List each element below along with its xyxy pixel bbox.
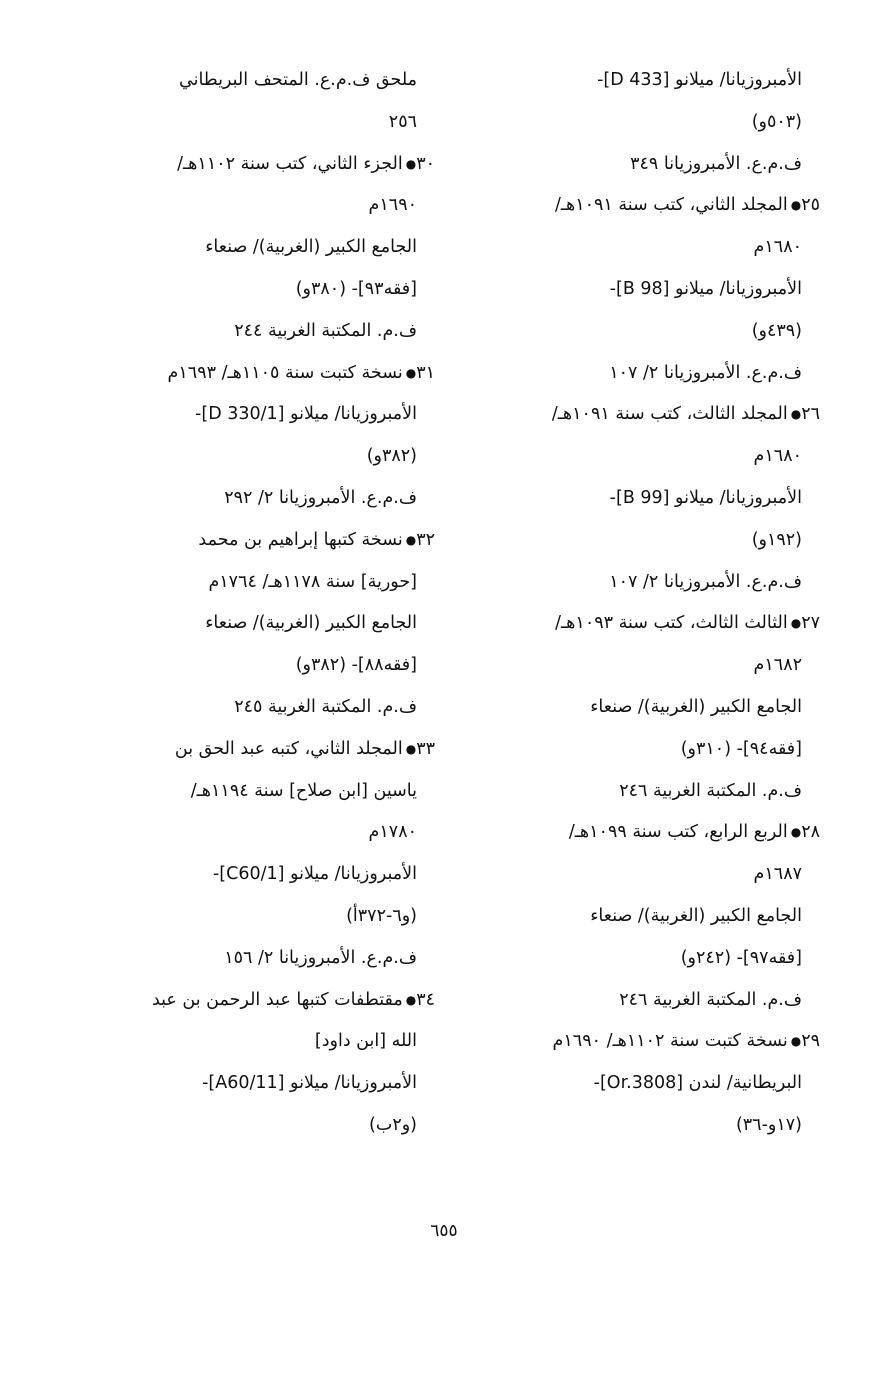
bullet-icon: ● xyxy=(405,532,417,547)
text-line xyxy=(470,436,820,478)
entry-number: ٢٦ xyxy=(801,404,820,425)
text-line xyxy=(470,729,820,771)
text-line xyxy=(470,687,820,729)
text-line xyxy=(85,60,435,102)
line-text: ياسين [ابن صلاح] سنة ١١٩٤هـ/ xyxy=(190,780,417,801)
line-text: ف.م.ع. الأمبروزيانا ٢/ ١٥٦ xyxy=(224,947,417,968)
line-text: ملحق ف.م.ع. المتحف البريطاني xyxy=(178,70,417,90)
line-text: الجامع الكبير (الغربية)/ صنعاء xyxy=(590,905,802,926)
bullet-icon: ● xyxy=(790,198,802,213)
entry-number: ٢٥ xyxy=(801,195,820,216)
bullet-icon: ● xyxy=(790,825,802,840)
bullet-icon: ● xyxy=(405,156,417,171)
line-text: الجامع الكبير (الغربية)/ صنعاء xyxy=(205,237,417,258)
line-text: الأمبروزيانا/ ميلانو [D 330/1]- xyxy=(195,404,417,425)
text-line xyxy=(470,311,820,353)
line-text: ١٦٨٢م xyxy=(753,655,802,676)
entry-heading-line xyxy=(470,812,820,854)
line-text: الأمبروزيانا/ ميلانو [C60/1]- xyxy=(212,864,417,885)
text-line xyxy=(85,185,435,227)
bullet-icon: ● xyxy=(790,1034,802,1049)
text-line xyxy=(85,394,435,436)
text-line xyxy=(470,645,820,687)
line-text: الجامع الكبير (الغربية)/ صنعاء xyxy=(205,613,417,634)
entry-number: ٣٢ xyxy=(416,529,435,550)
line-text: (٣٨٢و) xyxy=(366,446,417,467)
text-line xyxy=(85,311,435,353)
line-text: نسخة كتبها إبراهيم بن محمد xyxy=(198,529,403,550)
line-text: [فقه٩٧]- (٢٤٢و) xyxy=(680,947,802,968)
line-text: الأمبروزيانا/ ميلانو [B 98]- xyxy=(609,278,802,299)
text-line xyxy=(85,645,435,687)
bullet-icon: ● xyxy=(405,365,417,380)
text-line xyxy=(470,353,820,395)
line-text: المجلد الثاني، كتبه عبد الحق بن xyxy=(174,738,403,759)
text-line xyxy=(85,687,435,729)
bullet-icon: ● xyxy=(790,616,802,631)
text-line xyxy=(470,144,820,186)
line-text: ١٦٨٧م xyxy=(753,864,802,885)
line-text: ف.م. المكتبة الغربية ٢٤٦ xyxy=(619,780,802,801)
entry-number: ٢٩ xyxy=(801,1031,820,1052)
entry-number: ٣٤ xyxy=(416,989,435,1010)
line-text: ١٦٨٠م xyxy=(753,446,802,467)
line-text: ف.م.ع. الأمبروزيانا ٢/ ٢٩٢ xyxy=(224,487,417,508)
line-text: مقتطفات كتبها عبد الرحمن بن عبد xyxy=(151,989,403,1010)
text-line xyxy=(470,60,820,102)
text-line xyxy=(470,896,820,938)
line-text: ١٦٩٠م xyxy=(368,195,417,216)
left-column xyxy=(85,60,435,1147)
entry-heading-line xyxy=(470,603,820,645)
line-text: (و٦-٣٧٢أ) xyxy=(346,905,417,926)
line-text: (و٢ب) xyxy=(369,1114,417,1135)
line-text: ف.م. المكتبة الغربية ٢٤٦ xyxy=(619,989,802,1010)
line-text: ف.م.ع. الأمبروزيانا ٢/ ١٠٧ xyxy=(609,362,802,383)
line-text: ف.م. المكتبة الغربية ٢٤٤ xyxy=(234,320,417,341)
text-line xyxy=(470,562,820,604)
text-line xyxy=(470,227,820,269)
text-line xyxy=(85,436,435,478)
text-line xyxy=(85,771,435,813)
line-text: ٢٥٦ xyxy=(388,111,417,132)
line-text: ف.م.ع. الأمبروزيانا ٣٤٩ xyxy=(630,153,802,174)
text-line xyxy=(85,478,435,520)
entry-number: ٣١ xyxy=(416,362,435,383)
entry-heading-line xyxy=(85,980,435,1022)
line-text: الربع الرابع، كتب سنة ١٠٩٩هـ/ xyxy=(568,822,788,843)
text-line xyxy=(470,854,820,896)
text-line xyxy=(85,1105,435,1147)
entry-heading-line xyxy=(470,1021,820,1063)
entry-heading-line xyxy=(85,520,435,562)
line-text: (١٩٢و) xyxy=(751,529,802,550)
line-text: [فقه٩٣]- (٣٨٠و) xyxy=(295,278,417,299)
line-text: (٤٣٩و) xyxy=(751,320,802,341)
text-line xyxy=(470,269,820,311)
line-text: البريطانية/ لندن [Or.3808]- xyxy=(593,1073,802,1094)
entry-heading-line xyxy=(85,353,435,395)
right-column xyxy=(470,60,820,1147)
line-text: الله [ابن داود] xyxy=(314,1031,417,1052)
line-text: الأمبروزيانا/ ميلانو [B 99]- xyxy=(609,487,802,508)
entry-number: ٣٠ xyxy=(416,153,435,174)
entry-heading-line xyxy=(470,185,820,227)
entry-heading-line xyxy=(85,729,435,771)
line-text: [فقه٨٨]- (٣٨٢و) xyxy=(295,655,417,676)
page-number: ٦٥٥ xyxy=(430,1221,458,1241)
text-line xyxy=(470,1105,820,1147)
line-text: (١٧و-٣٦) xyxy=(735,1114,802,1135)
text-line xyxy=(85,1021,435,1063)
line-text: الأمبروزيانا/ ميلانو [D 433]- xyxy=(597,70,802,90)
line-text: الجامع الكبير (الغربية)/ صنعاء xyxy=(590,696,802,717)
line-text: نسخة كتبت سنة ١١٠٢هـ/ ١٦٩٠م xyxy=(552,1031,788,1052)
line-text: ف.م.ع. الأمبروزيانا ٢/ ١٠٧ xyxy=(609,571,802,592)
line-text: (٥٠٣و) xyxy=(751,111,802,132)
line-text: الجزء الثاني، كتب سنة ١١٠٢هـ/ xyxy=(177,153,403,174)
entry-number: ٣٣ xyxy=(416,738,435,759)
entry-number: ٢٧ xyxy=(801,613,820,634)
text-line xyxy=(470,938,820,980)
line-text: نسخة كتبت سنة ١١٠٥هـ/ ١٦٩٣م xyxy=(167,362,403,383)
line-text: [حورية] سنة ١١٧٨هـ/ ١٧٦٤م xyxy=(208,571,417,592)
text-line xyxy=(85,938,435,980)
bullet-icon: ● xyxy=(405,992,417,1007)
text-line xyxy=(85,896,435,938)
entry-heading-line xyxy=(85,144,435,186)
line-text: ١٧٨٠م xyxy=(368,822,417,843)
entry-heading-line xyxy=(470,394,820,436)
text-line xyxy=(470,1063,820,1105)
entry-number: ٢٨ xyxy=(801,822,820,843)
text-line xyxy=(470,980,820,1022)
text-line xyxy=(85,854,435,896)
text-line xyxy=(85,269,435,311)
text-line xyxy=(85,227,435,269)
line-text: المجلد الثالث، كتب سنة ١٠٩١هـ/ xyxy=(551,404,788,425)
text-line xyxy=(85,603,435,645)
line-text: ف.م. المكتبة الغربية ٢٤٥ xyxy=(234,696,417,717)
line-text: [فقه٩٤]- (٣١٠و) xyxy=(680,738,802,759)
line-text: الثالث الثالث، كتب سنة ١٠٩٣هـ/ xyxy=(555,613,788,634)
line-text: المجلد الثاني، كتب سنة ١٠٩١هـ/ xyxy=(554,195,788,216)
line-text: الأمبروزيانا/ ميلانو [A60/11]- xyxy=(202,1073,417,1094)
text-line xyxy=(85,102,435,144)
text-line xyxy=(470,520,820,562)
text-line xyxy=(85,1063,435,1105)
text-line xyxy=(85,812,435,854)
text-line xyxy=(470,478,820,520)
text-line xyxy=(470,771,820,813)
text-line xyxy=(85,562,435,604)
line-text: ١٦٨٠م xyxy=(753,237,802,258)
text-line xyxy=(470,102,820,144)
bullet-icon: ● xyxy=(790,407,802,422)
bullet-icon: ● xyxy=(405,741,417,756)
